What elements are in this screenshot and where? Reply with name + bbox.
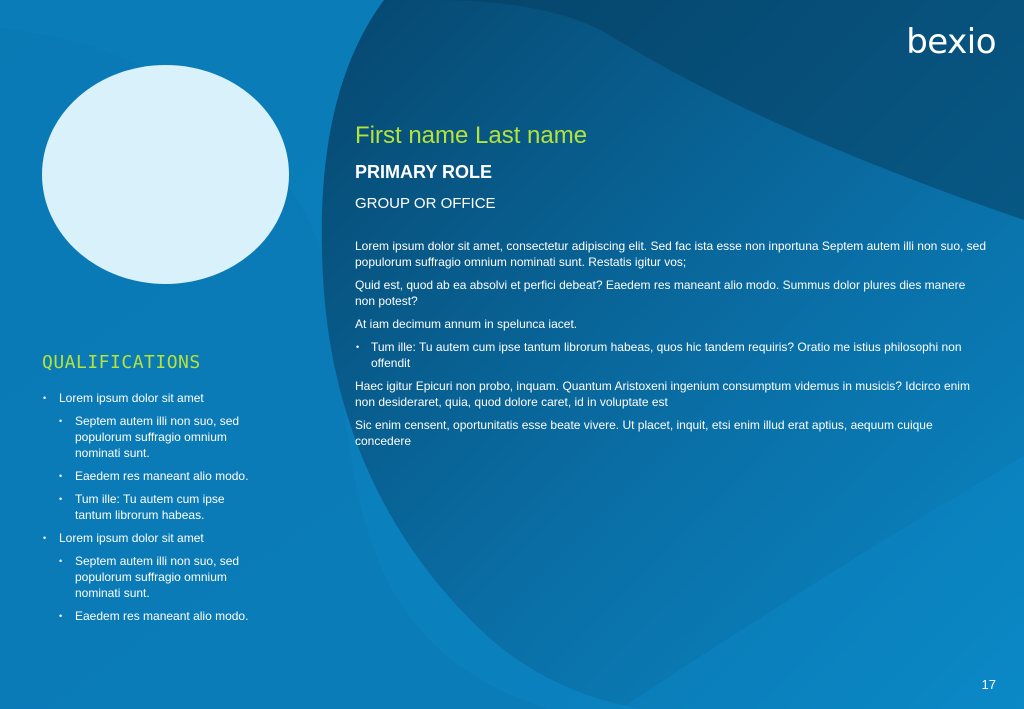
bexio-logo: bexio: [906, 22, 996, 62]
group-or-office: GROUP OR OFFICE: [355, 195, 496, 212]
qualification-subitem: • Septem autem illi non suo, sed populorum suffragio omnium nominati sunt.: [58, 413, 253, 461]
body-paragraph: At iam decimum annum in spelunca iacet.: [355, 317, 578, 331]
qualification-subitem: • Tum ille: Tu autem cum ipse tantum librorum habeas.: [58, 491, 253, 523]
profile-body: [355, 238, 987, 449]
qualification-subitem: • Septem autem illi non suo, sed populorum suffragio omnium nominati sunt.: [58, 553, 253, 601]
page-number: 17: [981, 677, 996, 692]
qualifications-title: QUALIFICATIONS: [42, 352, 201, 373]
qualification-item: • Lorem ipsum dolor sit amet: [42, 390, 272, 406]
qualification-subitem: • Eaedem res maneant alio modo.: [58, 608, 253, 624]
profile-photo-placeholder: [42, 65, 289, 284]
body-bullet-list: [355, 339, 987, 371]
qualification-item: • Lorem ipsum dolor sit amet: [42, 530, 272, 546]
profile-content: [355, 120, 987, 456]
person-name: First name Last name: [355, 122, 588, 149]
qualifications-list: [42, 390, 272, 624]
body-paragraph: Quid est, quod ab ea absolvi et perfici debeat? Eaedem res maneant alio modo. Summus dolor plures dies manere non potest?: [355, 278, 966, 308]
body-paragraph: Sic enim censent, oportunitatis esse beate vivere. Ut placet, inquit, etsi enim illud erat aptius, aequum cuique concedere: [355, 418, 933, 448]
body-paragraph: Haec igitur Epicuri non probo, inquam. Quantum Aristoxeni ingenium consumptum videmus in musicis? Idcirco enim non desideraret, quia, quod dolore caret, id in voluptate est: [355, 379, 970, 409]
body-bullet-item: • Tum ille: Tu autem cum ipse tantum librorum habeas, quos hic tandem requiris? Oratio me istius philosophi non offendit: [355, 339, 987, 371]
primary-role: PRIMARY ROLE: [355, 162, 493, 182]
body-paragraph: Lorem ipsum dolor sit amet, consectetur adipiscing elit. Sed fac ista esse non inportuna Septem autem illi non suo, sed populorum suffragio omnium nominati sunt. Restatis igitur vos;: [355, 239, 987, 269]
qualification-subitem: • Eaedem res maneant alio modo.: [58, 468, 253, 484]
qualifications-panel: [42, 350, 272, 631]
